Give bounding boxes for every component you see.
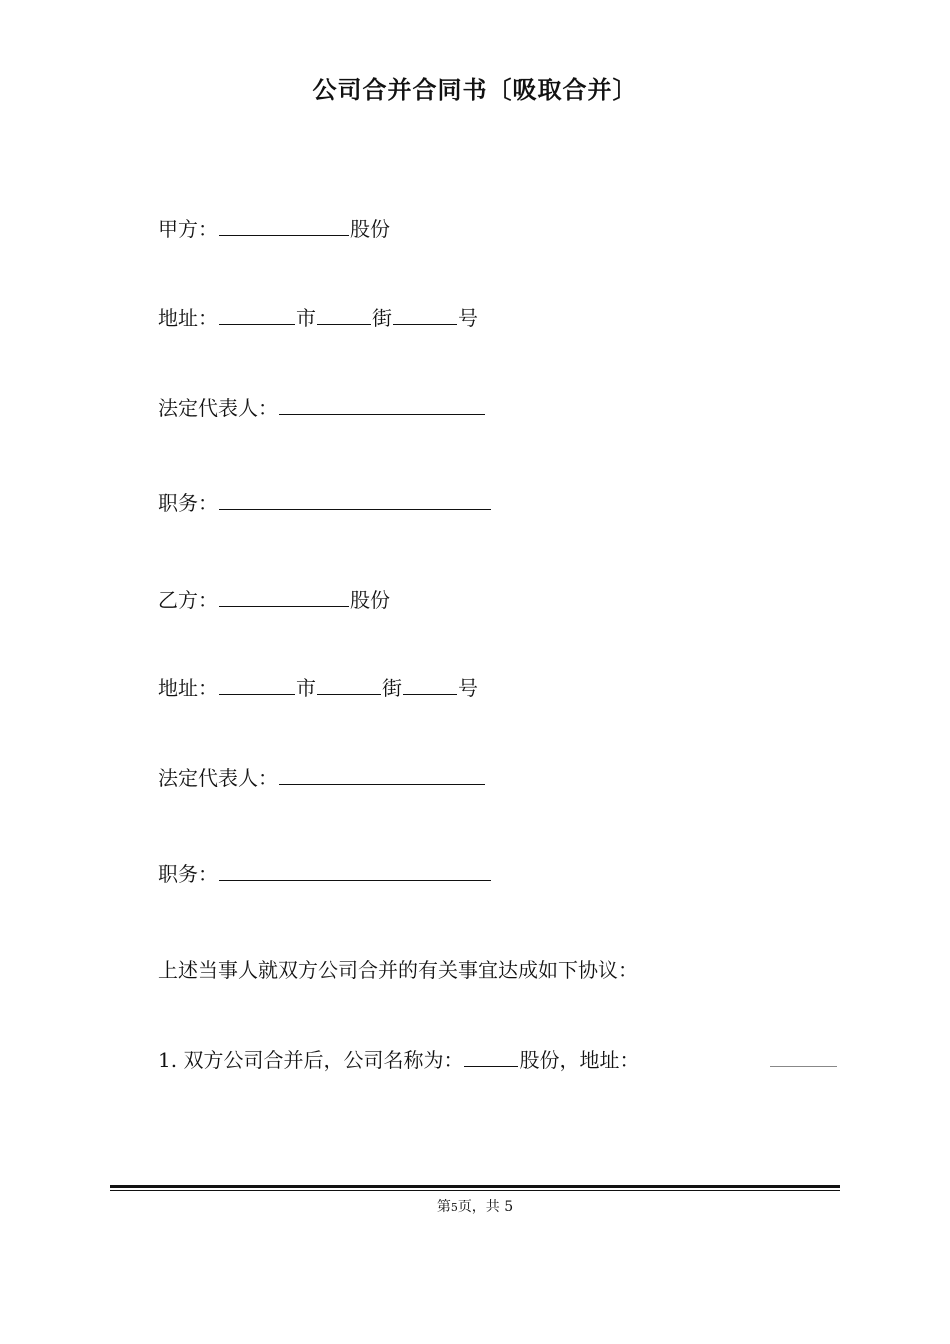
party-b-suffix: 股份 <box>350 588 390 612</box>
party-b-position-row <box>158 858 492 888</box>
party-a-street-blank <box>317 302 371 325</box>
clause-1 <box>158 1044 639 1074</box>
page-total: 5 <box>504 1199 514 1215</box>
party-a-address-label: 地址： <box>158 306 218 330</box>
clause-1-prefix: 1. 双方公司合并后，公司名称为： <box>158 1048 464 1072</box>
page-mid: 页，共 <box>457 1199 500 1215</box>
party-b-rep-label: 法定代表人： <box>158 766 278 790</box>
party-b-name-row <box>158 584 390 614</box>
party-b-position-blank <box>219 858 491 881</box>
party-b-name-blank <box>219 584 349 607</box>
page-prefix: 第 <box>436 1199 451 1215</box>
party-b-street-blank <box>317 672 381 695</box>
party-a-city-blank <box>219 302 295 325</box>
party-b-rep-row <box>158 762 486 792</box>
party-a-name-blank <box>219 213 349 236</box>
party-b-position-label: 职务： <box>158 862 218 886</box>
party-b-city-blank <box>219 672 295 695</box>
party-a-rep-row <box>158 392 486 422</box>
party-b-number-blank <box>403 672 457 695</box>
party-b-street: 街 <box>382 676 402 700</box>
clause-1-address-blank <box>770 1066 837 1067</box>
party-a-position-row <box>158 487 492 517</box>
party-b-city: 市 <box>296 676 316 700</box>
clause-1-mid: 股份，地址： <box>519 1048 640 1072</box>
clause-1-name-blank <box>464 1044 518 1067</box>
party-a-address-row <box>158 302 478 332</box>
party-b-label: 乙方： <box>158 588 218 612</box>
party-a-street: 街 <box>372 306 392 330</box>
party-b-rep-blank <box>279 762 485 785</box>
party-b-address-label: 地址： <box>158 676 218 700</box>
document-title: 公司合并合同书〔吸取合并〕 <box>312 75 638 104</box>
footer-rule-thin <box>110 1190 840 1191</box>
party-a-city: 市 <box>296 306 316 330</box>
party-a-name-row <box>158 213 390 243</box>
page-number: 5 <box>450 1201 458 1214</box>
party-b-number: 号 <box>458 676 478 700</box>
party-a-number-blank <box>393 302 457 325</box>
party-a-position-blank <box>219 487 491 510</box>
party-a-number: 号 <box>458 306 478 330</box>
party-a-suffix: 股份 <box>350 217 390 241</box>
party-a-label: 甲方： <box>158 217 218 241</box>
party-a-position-label: 职务： <box>158 491 218 515</box>
page-footer <box>0 1196 950 1216</box>
intro-paragraph: 上述当事人就双方公司合并的有关事宜达成如下协议： <box>158 958 638 982</box>
footer-rule-thick <box>110 1185 840 1188</box>
party-a-rep-blank <box>279 392 485 415</box>
party-a-rep-label: 法定代表人： <box>158 396 278 420</box>
party-b-address-row <box>158 672 478 702</box>
